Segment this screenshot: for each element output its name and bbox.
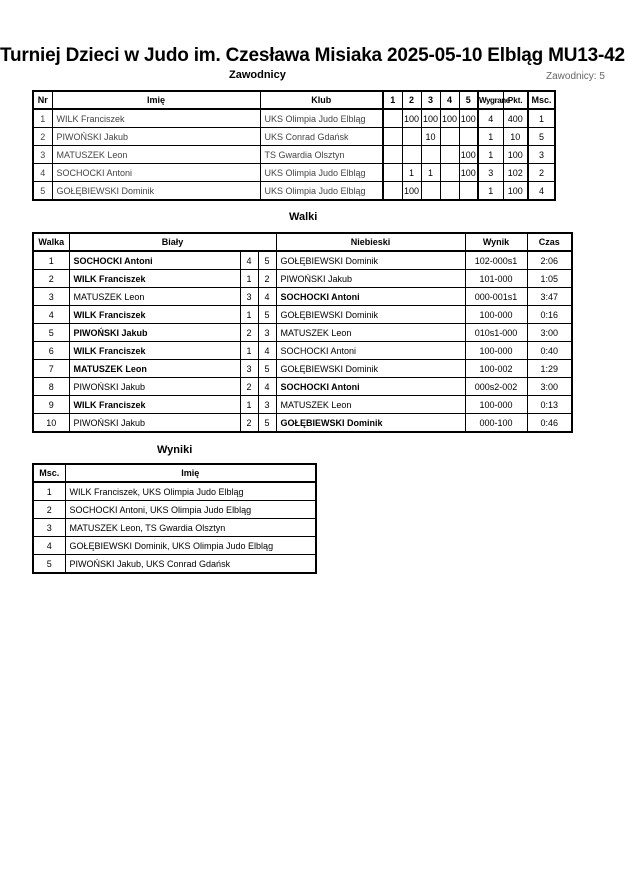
player-place: 2 <box>528 164 555 182</box>
white-fighter-number: 3 <box>240 360 258 378</box>
score-vs-4: 100 <box>440 109 459 128</box>
player-place: 4 <box>528 182 555 201</box>
white-fighter: WILK Franciszek <box>69 306 240 324</box>
fight-time: 3:00 <box>527 378 572 396</box>
player-name: WILK Franciszek <box>52 109 260 128</box>
result-place: 5 <box>33 555 65 574</box>
white-fighter-number: 1 <box>240 306 258 324</box>
fight-result: 102-000s1 <box>465 251 527 270</box>
blue-fighter-number: 5 <box>258 306 276 324</box>
table-row <box>33 128 555 146</box>
table-row <box>33 501 316 519</box>
fight-result: 101-000 <box>465 270 527 288</box>
table-row <box>33 537 316 555</box>
blue-fighter: GOŁĘBIEWSKI Dominik <box>276 306 465 324</box>
blue-fighter-number: 4 <box>258 288 276 306</box>
blue-fighter-number: 5 <box>258 414 276 433</box>
table-row <box>33 342 572 360</box>
table-row <box>33 182 555 201</box>
table-row <box>33 396 572 414</box>
page-title: Turniej Dzieci w Judo im. Czesława Misiaka 2025-05-10 Elbląg MU13-42 <box>0 45 625 66</box>
score-vs-4 <box>440 146 459 164</box>
result-place: 2 <box>33 501 65 519</box>
fight-number: 7 <box>33 360 69 378</box>
score-vs-1 <box>383 128 402 146</box>
blue-fighter-number: 5 <box>258 251 276 270</box>
blue-fighter-number: 4 <box>258 378 276 396</box>
score-vs-3: 1 <box>421 164 440 182</box>
fight-result: 100-002 <box>465 360 527 378</box>
players-table <box>32 90 556 201</box>
col-header-points: Pkt. <box>503 91 528 109</box>
player-club: UKS Conrad Gdańsk <box>260 128 383 146</box>
fight-result: 000-100 <box>465 414 527 433</box>
white-fighter: MATUSZEK Leon <box>69 288 240 306</box>
result-name: MATUSZEK Leon, TS Gwardia Olsztyn <box>65 519 316 537</box>
col-header-5: 5 <box>459 91 478 109</box>
score-vs-2 <box>402 128 421 146</box>
col-header-name: Imię <box>52 91 260 109</box>
player-number: 3 <box>33 146 52 164</box>
fight-time: 0:16 <box>527 306 572 324</box>
col-header-nr: Nr <box>33 91 52 109</box>
player-wins: 4 <box>478 109 503 128</box>
col-header-white: Biały <box>69 233 276 251</box>
fight-time: 0:40 <box>527 342 572 360</box>
player-place: 5 <box>528 128 555 146</box>
player-club: UKS Olimpia Judo Elbląg <box>260 164 383 182</box>
blue-fighter: MATUSZEK Leon <box>276 324 465 342</box>
score-vs-5 <box>459 182 478 201</box>
results-table <box>32 463 317 574</box>
score-vs-5: 100 <box>459 146 478 164</box>
score-vs-1 <box>383 146 402 164</box>
white-fighter-number: 1 <box>240 342 258 360</box>
white-fighter-number: 2 <box>240 378 258 396</box>
score-vs-2: 100 <box>402 182 421 201</box>
result-place: 1 <box>33 482 65 501</box>
col-header-place: Msc. <box>33 464 65 482</box>
player-number: 1 <box>33 109 52 128</box>
score-vs-1 <box>383 182 402 201</box>
fight-result: 000-001s1 <box>465 288 527 306</box>
white-fighter: PIWOŃSKI Jakub <box>69 324 240 342</box>
player-points: 100 <box>503 146 528 164</box>
col-header-name: Imię <box>65 464 316 482</box>
players-heading: Zawodnicy <box>229 69 286 81</box>
fight-number: 10 <box>33 414 69 433</box>
fight-result: 100-000 <box>465 306 527 324</box>
fight-result: 010s1-000 <box>465 324 527 342</box>
player-points: 400 <box>503 109 528 128</box>
blue-fighter: GOŁĘBIEWSKI Dominik <box>276 360 465 378</box>
score-vs-2: 1 <box>402 164 421 182</box>
score-vs-2: 100 <box>402 109 421 128</box>
score-vs-5: 100 <box>459 164 478 182</box>
player-number: 4 <box>33 164 52 182</box>
col-header-blue: Niebieski <box>276 233 465 251</box>
col-header-4: 4 <box>440 91 459 109</box>
col-header-result: Wynik <box>465 233 527 251</box>
player-place: 1 <box>528 109 555 128</box>
white-fighter: PIWOŃSKI Jakub <box>69 414 240 433</box>
player-points: 10 <box>503 128 528 146</box>
fight-number: 1 <box>33 251 69 270</box>
fight-number: 2 <box>33 270 69 288</box>
fight-time: 1:29 <box>527 360 572 378</box>
fight-result: 100-000 <box>465 342 527 360</box>
player-wins: 1 <box>478 146 503 164</box>
table-row <box>33 288 572 306</box>
white-fighter: WILK Franciszek <box>69 270 240 288</box>
white-fighter: SOCHOCKI Antoni <box>69 251 240 270</box>
table-row <box>33 555 316 574</box>
col-header-fight: Walka <box>33 233 69 251</box>
blue-fighter-number: 5 <box>258 360 276 378</box>
fight-time: 2:06 <box>527 251 572 270</box>
score-vs-4 <box>440 128 459 146</box>
player-name: SOCHOCKI Antoni <box>52 164 260 182</box>
score-vs-4 <box>440 164 459 182</box>
player-points: 102 <box>503 164 528 182</box>
fight-time: 1:05 <box>527 270 572 288</box>
col-header-1: 1 <box>383 91 402 109</box>
blue-fighter-number: 4 <box>258 342 276 360</box>
table-row <box>33 146 555 164</box>
fight-time: 3:00 <box>527 324 572 342</box>
player-count: Zawodnicy: 5 <box>546 71 605 82</box>
score-vs-3: 10 <box>421 128 440 146</box>
col-header-time: Czas <box>527 233 572 251</box>
score-vs-4 <box>440 182 459 201</box>
blue-fighter: GOŁĘBIEWSKI Dominik <box>276 414 465 433</box>
player-wins: 1 <box>478 128 503 146</box>
score-vs-5: 100 <box>459 109 478 128</box>
blue-fighter-number: 3 <box>258 396 276 414</box>
score-vs-1 <box>383 109 402 128</box>
player-wins: 1 <box>478 182 503 201</box>
white-fighter-number: 4 <box>240 251 258 270</box>
table-row <box>33 270 572 288</box>
col-header-club: Klub <box>260 91 383 109</box>
fight-number: 5 <box>33 324 69 342</box>
white-fighter-number: 1 <box>240 396 258 414</box>
player-place: 3 <box>528 146 555 164</box>
white-fighter: WILK Franciszek <box>69 342 240 360</box>
table-row <box>33 109 555 128</box>
score-vs-2 <box>402 146 421 164</box>
fights-table <box>32 232 573 433</box>
fight-result: 100-000 <box>465 396 527 414</box>
col-header-place: Msc. <box>528 91 555 109</box>
table-row <box>33 482 316 501</box>
player-club: UKS Olimpia Judo Elbląg <box>260 109 383 128</box>
score-vs-1 <box>383 164 402 182</box>
player-wins: 3 <box>478 164 503 182</box>
score-vs-3: 100 <box>421 109 440 128</box>
fight-number: 8 <box>33 378 69 396</box>
table-row <box>33 164 555 182</box>
result-name: PIWOŃSKI Jakub, UKS Conrad Gdańsk <box>65 555 316 574</box>
player-name: MATUSZEK Leon <box>52 146 260 164</box>
blue-fighter: GOŁĘBIEWSKI Dominik <box>276 251 465 270</box>
score-vs-3 <box>421 146 440 164</box>
white-fighter-number: 3 <box>240 288 258 306</box>
blue-fighter: MATUSZEK Leon <box>276 396 465 414</box>
white-fighter: PIWOŃSKI Jakub <box>69 378 240 396</box>
table-row <box>33 324 572 342</box>
white-fighter-number: 2 <box>240 324 258 342</box>
fight-number: 9 <box>33 396 69 414</box>
fight-number: 6 <box>33 342 69 360</box>
fight-time: 0:13 <box>527 396 572 414</box>
score-vs-5 <box>459 128 478 146</box>
col-header-2: 2 <box>402 91 421 109</box>
player-name: GOŁĘBIEWSKI Dominik <box>52 182 260 201</box>
blue-fighter-number: 2 <box>258 270 276 288</box>
player-name: PIWOŃSKI Jakub <box>52 128 260 146</box>
player-number: 5 <box>33 182 52 201</box>
fight-time: 0:46 <box>527 414 572 433</box>
table-row <box>33 251 572 270</box>
table-row <box>33 360 572 378</box>
table-row <box>33 378 572 396</box>
result-name: SOCHOCKI Antoni, UKS Olimpia Judo Elbląg <box>65 501 316 519</box>
table-row <box>33 414 572 433</box>
table-row <box>33 306 572 324</box>
score-vs-3 <box>421 182 440 201</box>
fight-number: 3 <box>33 288 69 306</box>
player-club: TS Gwardia Olsztyn <box>260 146 383 164</box>
blue-fighter: SOCHOCKI Antoni <box>276 378 465 396</box>
col-header-won: Wygrane <box>478 91 503 109</box>
fight-number: 4 <box>33 306 69 324</box>
white-fighter: MATUSZEK Leon <box>69 360 240 378</box>
result-place: 3 <box>33 519 65 537</box>
blue-fighter-number: 3 <box>258 324 276 342</box>
player-points: 100 <box>503 182 528 201</box>
player-number: 2 <box>33 128 52 146</box>
blue-fighter: SOCHOCKI Antoni <box>276 342 465 360</box>
white-fighter-number: 2 <box>240 414 258 433</box>
blue-fighter: SOCHOCKI Antoni <box>276 288 465 306</box>
table-row <box>33 519 316 537</box>
fights-heading: Walki <box>289 211 318 223</box>
white-fighter: WILK Franciszek <box>69 396 240 414</box>
result-name: WILK Franciszek, UKS Olimpia Judo Elbląg <box>65 482 316 501</box>
result-place: 4 <box>33 537 65 555</box>
player-club: UKS Olimpia Judo Elbląg <box>260 182 383 201</box>
fight-result: 000s2-002 <box>465 378 527 396</box>
fight-time: 3:47 <box>527 288 572 306</box>
white-fighter-number: 1 <box>240 270 258 288</box>
results-heading: Wyniki <box>157 444 193 456</box>
col-header-3: 3 <box>421 91 440 109</box>
result-name: GOŁĘBIEWSKI Dominik, UKS Olimpia Judo Elbląg <box>65 537 316 555</box>
blue-fighter: PIWOŃSKI Jakub <box>276 270 465 288</box>
